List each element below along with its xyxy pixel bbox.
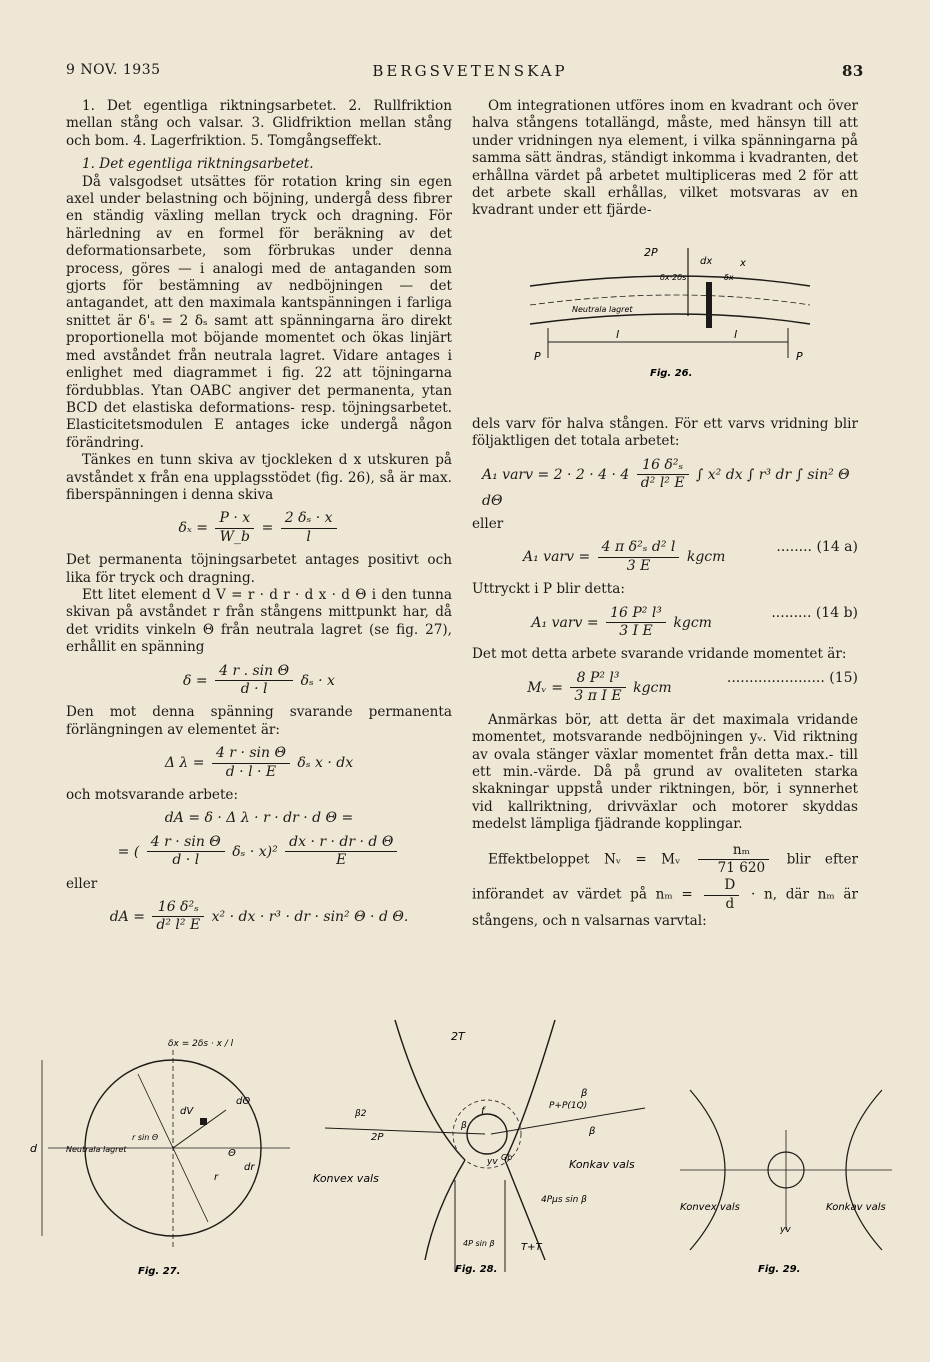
paragraph: Uttryckt i P blir detta: (472, 581, 625, 598)
paragraph: Tänkes en tunn skiva av tjockleken d x utskuren på avståndet x från ena upplagsstödet (fig. 26), så är max. fiberspänningen i denna skiva (66, 452, 452, 503)
fig27-label-r: r (214, 1172, 219, 1183)
equation-14a: A₁ varv = $\frac{\text{4 π δ²ₛ d² l}}{3 E}$ kgcm ........ (14 a) (523, 539, 858, 574)
fig28-label-convex: Konvex vals (313, 1172, 379, 1185)
equation-delta: δ = $\frac{\text{4 r . sin Θ}}{d \cdot l}$ δₛ · x (183, 662, 335, 697)
fig28-concave-roll-upper (505, 1020, 555, 1160)
fig29-caption: Fig. 29. (758, 1264, 801, 1275)
paragraph-eller: eller (66, 875, 98, 892)
figure-26 (520, 238, 820, 378)
fig26-label-l-right: l (734, 328, 738, 341)
paragraph: Om integrationen utföres inom en kvadrant och över halva stångens totallängd, måste, med hänsyn till att under vridningen nya element, i vilka spänningarna på samma sätt ändras, ständigt inkomma i kvadranten, det erhållna värdet på arbetet multipliceras med 2 för att det arbete skall erhållas, vilket motsvaras av en kvadrant under ett fjärde- (472, 98, 858, 219)
section-title: 1. Det egentliga riktningsarbetet. (82, 156, 314, 173)
fig27-label-dTheta: dΘ (236, 1096, 251, 1107)
fig28-label-f: f (481, 1106, 485, 1117)
paragraph: Ett litet element d V = r · d r · d x · d Θ i den tunna skivan på avståndet r från stångens mittpunkt har, då det vridits vinkeln Θ från neutrala lagret (se fig. 27), erhållit en spänning (66, 586, 452, 656)
fig27-label-delta-x: δx = 2δs · x / l (168, 1039, 234, 1049)
fig26-neutral-axis (530, 295, 810, 305)
paragraph: och motsvarande arbete: (66, 787, 239, 804)
fig28-label-T-T: T+T (521, 1242, 542, 1253)
section-list: 1. Det egentliga riktningsarbetet. 2. Rullfriktion mellan stång och valsar. 3. Glidfriktion mellan stång och bom. 4. Lagerfriktion. 5. Tomgångseffekt. (66, 98, 452, 149)
fig27-element (200, 1118, 207, 1125)
fig28-label-beta-mid: β (589, 1126, 596, 1137)
paragraph: Det permanenta töjningsarbetet antages positivt och lika för tryck och dragning. (66, 552, 452, 586)
equation-dA: dA = $\frac{\text{16 δ²ₛ}}{\text{d² l² E}}$ x² · dx · r³ · dr · sin² Θ · d Θ. (109, 899, 409, 934)
header-date: 9 NOV. 1935 (66, 62, 161, 78)
journal-title: BERGSVETENSKAP (372, 62, 568, 80)
equation-15: Mᵥ = $\frac{\text{8 P² l³}}{\text{3 π I E}}$ kgcm ...................... (15) (527, 669, 858, 705)
fig27-label-dr: dr (244, 1162, 255, 1173)
paragraph-eller: eller (472, 516, 504, 533)
right-column-middle (472, 416, 858, 931)
paragraph: Då valsgodset utsättes för rotation kring sin egen axel under belastning och böjning, undergå dess fibrer en ständig växling mellan tryck och dragning. För härledning av en formel för beräkning av det deformationsarbete, som förbrukas under denna process, göres — i analogi med de antaganden som gjorts för bestämning av nedböjningen — det antagandet, att den maximala kantspänningen i farliga snittet är δ'ₛ = 2 δₛ samt att spänningarna äro direkt proportionella mot böjande momentet och ökas linjärt med avståndet från neutrala lagret. Vidare antages i enlighet med diagrammet i fig. 22 att töjningarna fördubblas. Ytan OABC angiver det permanenta, ytan BCD det elastiska deformations- resp. töjningsarbetet. Elasticitetsmodulen E antages icke undergå någon förändring. (66, 173, 452, 451)
fig26-slice (706, 282, 712, 328)
fig28-label-2P: 2P (371, 1132, 384, 1143)
fig29-label-yv: yv (780, 1225, 791, 1235)
fig26-label-delta-x: δx (724, 273, 734, 282)
paragraph: dels varv för halva stången. För ett varvs vridning blir följaktligen det totala arbetet: (472, 416, 858, 450)
fig28-label-4Psin: 4P sin β (463, 1239, 495, 1248)
paragraph: Det mot detta arbete svarande vridande momentet är: (472, 646, 847, 663)
paragraph: Anmärkas bör, att detta är det maximala vridande momentet, motsvarande nedböjningen yᵥ. Vid riktning av ovala stänger växlar momentet från detta max.- till ett min.-värde. Då på grund av ovaliteten starka skakningar uppstå under riktningen, bör, i synnerhet vid kallriktning, drivväxlar och motorer skyddas medelst lämpliga fjädrande kopplingar. (472, 711, 858, 833)
fig29-label-convex: Konvex vals (680, 1202, 740, 1213)
figure-27 (28, 1030, 298, 1278)
equation-work-expanded: = ( $\frac{\text{4 r · sin Θ}}{d \cdot l}$ δₛ · x)² $\frac{\text{dx · r · dr · d Θ}}{E}$ (66, 834, 452, 870)
fig29-label-concave: Konkav vals (826, 1202, 886, 1213)
fig28-label-2T: 2T (451, 1030, 465, 1043)
equation-delta-x: δₓ = $\frac{P \cdot x}{W\_b}$ = $\frac{\text{2 δₛ · x}}{l}$ (66, 510, 452, 546)
fig27-label-neutral: Neutrala lagret (66, 1145, 127, 1154)
paragraph-effect: Effektbeloppet Nᵥ = Mᵥ $\frac{\text{nₘ}}{71 620}$ blir efter införandet av värdet på nₘ = $\frac{D}{d}$ · n, där nₘ är stångens, och n valsarnas varvtal: (472, 841, 859, 930)
fig26-label-2P: 2P (644, 246, 658, 259)
equation-elongation: Δ λ = $\frac{\text{4 r · sin Θ}}{d \cdot l \cdot E}$ δₛ x · dx (164, 745, 354, 780)
fig28-label-4Pmu: 4Pμs sin β (541, 1195, 587, 1205)
fig27-label-theta: Θ (228, 1148, 236, 1159)
equation-A1-integral: A₁ varv = 2 · 2 · 4 · 4 $\frac{\text{16 δ²ₛ}}{\text{d² l² E}}$ ∫ x² dx ∫ r³ dr ∫ sin² Θ dΘ (482, 456, 850, 509)
fig26-label-P-left: P (534, 350, 541, 363)
fig26-label-P-right: P (796, 350, 803, 363)
fig26-label-x: x (740, 258, 746, 269)
equation-14b: A₁ varv = $\frac{\text{16 P² l³}}{\text{3 I E}}$ kgcm ......... (14 b) (531, 604, 858, 640)
paragraph: Den mot denna spänning svarande permanenta förlängningen av elementet är: (66, 704, 452, 738)
fig27-label-r-sin-theta: r sin Θ (132, 1133, 159, 1142)
fig28-caption: Fig. 28. (455, 1264, 498, 1275)
figure-29 (670, 1060, 902, 1278)
fig28-label-beta-top: β (581, 1088, 588, 1099)
fig27-label-dV: dV (180, 1106, 194, 1117)
figure-28 (305, 1010, 675, 1278)
equation-work: dA = δ · Δ λ · r · dr · d Θ = (164, 810, 354, 827)
fig26-caption: Fig. 26. (650, 368, 693, 378)
fig28-label-beta-small: β (461, 1121, 467, 1131)
fig28-label-beta2: β2 (355, 1109, 367, 1119)
page-number: 83 (842, 62, 864, 80)
right-column-top (472, 98, 858, 220)
fig26-label-l-left: l (616, 328, 620, 341)
fig26-bar-bottom (530, 314, 810, 324)
fig28-label-Gb: Gb (501, 1153, 513, 1162)
fig27-caption: Fig. 27. (138, 1266, 181, 1277)
fig28-convex-roll-lower (425, 1160, 465, 1260)
fig26-label-neutral: Neutrala lagret (572, 305, 633, 314)
fig26-label-dx: dx (700, 256, 713, 267)
left-column (66, 98, 452, 941)
fig28-label-concave: Konkav vals (569, 1158, 635, 1171)
fig28-label-yv: yv (487, 1157, 498, 1167)
fig27-label-d: d (30, 1142, 37, 1155)
fig28-label-P-PQ: P+P(1Q) (549, 1101, 588, 1111)
fig26-label-delta-x-2delta-s: δx·2δs (660, 273, 687, 282)
fig28-force-right (491, 1108, 645, 1134)
